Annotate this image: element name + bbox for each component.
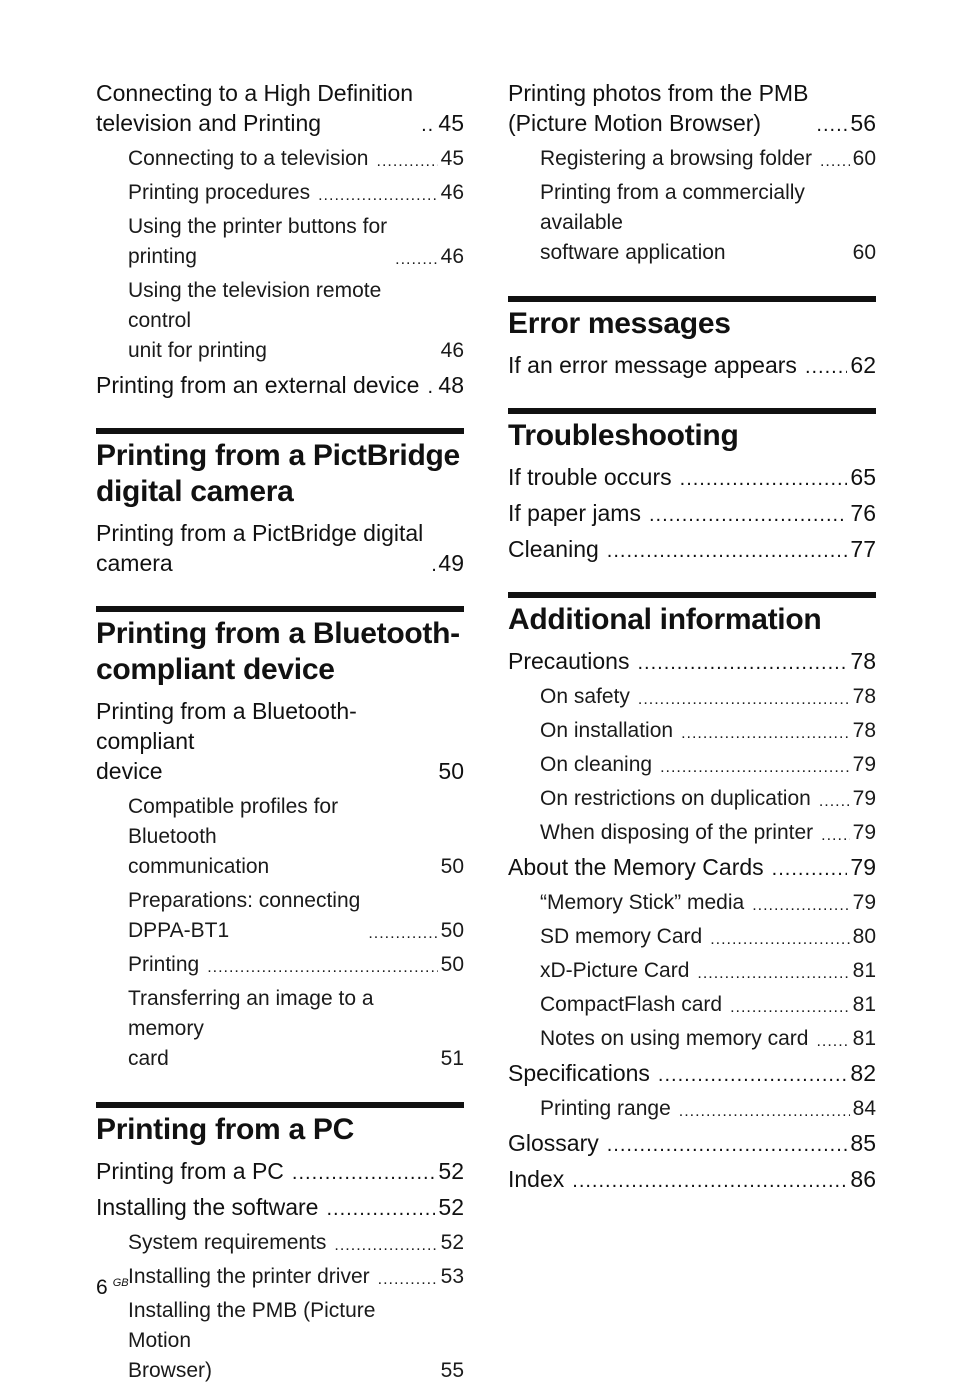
toc-page-number: 85: [850, 1130, 876, 1156]
toc-page-number: 79: [850, 854, 876, 880]
toc-subentry[interactable]: [128, 1296, 464, 1386]
toc-entry-title: Compatible profiles for Bluetooth communication: [128, 795, 339, 878]
dot-leader: [637, 650, 847, 676]
dot-leader: [378, 1268, 438, 1292]
dot-leader: [607, 1132, 848, 1158]
toc-subentry[interactable]: [540, 818, 876, 848]
toc-entry[interactable]: [508, 78, 876, 138]
toc-entry-title: xD-Picture Card: [540, 959, 690, 982]
dot-leader: [680, 466, 848, 492]
section-heading: Troubleshooting: [508, 408, 876, 454]
toc-entry-title: Precautions: [508, 648, 630, 674]
dot-leader: [660, 756, 850, 780]
toc-page-number: 78: [852, 685, 876, 708]
toc-page-number: 81: [852, 993, 876, 1016]
toc-entry-title: On safety: [540, 685, 630, 708]
toc-entry-title: On restrictions on duplication: [540, 787, 811, 810]
toc-page-number: 50: [440, 919, 464, 942]
toc-entry-title: Notes on using memory card: [540, 1027, 809, 1050]
toc-subentry[interactable]: [128, 178, 464, 208]
dot-leader: [427, 374, 435, 400]
section-heading: Printing from a PC: [96, 1102, 464, 1148]
dot-leader: [207, 956, 437, 980]
dot-leader: [819, 790, 850, 814]
toc-entry[interactable]: [96, 370, 464, 400]
toc-entry-title: Installing the printer driver: [128, 1265, 370, 1288]
toc-page-number: 52: [438, 1194, 464, 1220]
toc-subentry[interactable]: [128, 212, 464, 272]
toc-page-number: 80: [852, 925, 876, 948]
dot-leader: [638, 688, 850, 712]
toc-entry-title: CompactFlash card: [540, 993, 723, 1016]
dot-leader: [681, 722, 850, 746]
toc-subentry[interactable]: [540, 682, 876, 712]
dot-leader: [421, 112, 435, 138]
dot-leader: [649, 502, 847, 528]
toc-subentry[interactable]: [540, 990, 876, 1020]
toc-entry-title: Printing from a commercially available software application: [540, 181, 805, 264]
toc-subentry[interactable]: [540, 750, 876, 780]
toc-subentry[interactable]: [540, 716, 876, 746]
dot-leader: [821, 824, 849, 848]
toc-page-number: 56: [850, 110, 876, 136]
dot-leader: [697, 962, 849, 986]
toc-entry-title: About the Memory Cards: [508, 854, 764, 880]
toc-entry[interactable]: [508, 1128, 876, 1158]
toc-entry-title: Connecting to a television: [128, 147, 369, 170]
toc-page-number: 78: [850, 648, 876, 674]
toc-entry-title: System requirements: [128, 1231, 327, 1254]
toc-subentry[interactable]: [540, 1024, 876, 1054]
dot-leader: [816, 112, 847, 138]
toc-page-number: 46: [440, 245, 464, 268]
toc-entry-title: Preparations: connecting DPPA-BT1: [128, 889, 361, 942]
toc-section: [508, 592, 876, 1194]
toc-entry-title: Registering a browsing folder: [540, 147, 812, 170]
toc-entry-title: On cleaning: [540, 753, 653, 776]
dot-leader: [816, 1030, 849, 1054]
toc-entry[interactable]: [508, 852, 876, 882]
toc-entry[interactable]: [508, 462, 876, 492]
toc-subentry[interactable]: [128, 144, 464, 174]
dot-leader: [326, 1196, 435, 1222]
toc-subentry[interactable]: [128, 1228, 464, 1258]
dot-leader: [679, 1100, 850, 1124]
toc-entry-title: Printing from a PC: [96, 1158, 284, 1184]
dot-leader: [572, 1168, 847, 1194]
toc-page-number: 86: [850, 1166, 876, 1192]
section-heading: Printing from a PictBridge digital camera: [96, 428, 464, 510]
toc-entry-title: Glossary: [508, 1130, 599, 1156]
toc-page-number: 79: [852, 787, 876, 810]
section-heading: Printing from a Bluetooth- compliant device: [96, 606, 464, 688]
toc-entry-title: “Memory Stick” media: [540, 891, 745, 914]
toc-subentry[interactable]: [128, 950, 464, 980]
toc-page-number: 60: [852, 147, 876, 170]
toc-entry-title: If paper jams: [508, 500, 641, 526]
toc-subentry[interactable]: [128, 886, 464, 946]
toc-entry-title: Using the television remote control unit for printing: [128, 279, 382, 362]
dot-leader: [730, 996, 850, 1020]
toc-entry-title: On installation: [540, 719, 674, 742]
toc-subentry[interactable]: [128, 1262, 464, 1292]
toc-page-number: 82: [850, 1060, 876, 1086]
toc-page-number: 49: [438, 550, 464, 576]
toc-page-number: 50: [440, 953, 464, 976]
toc-entry[interactable]: [508, 350, 876, 380]
toc-page-number: 46: [440, 339, 464, 362]
toc-entry[interactable]: [508, 646, 876, 676]
toc-right-column: [508, 76, 876, 1200]
toc-subentry[interactable]: [540, 178, 876, 268]
toc-subentry[interactable]: [540, 144, 876, 174]
toc-page-number: 81: [852, 959, 876, 982]
toc-page-number: 50: [438, 758, 464, 784]
dot-leader: [607, 538, 848, 564]
toc-subentry[interactable]: [128, 792, 464, 882]
toc-page-number: 60: [852, 241, 876, 264]
toc-entry[interactable]: [508, 534, 876, 564]
toc-entry[interactable]: [96, 1192, 464, 1222]
toc-entry-title: Using the printer buttons for printing: [128, 215, 388, 268]
toc-page-number: 48: [438, 372, 464, 398]
dot-leader: [368, 922, 437, 946]
toc-page-number: 79: [852, 753, 876, 776]
toc-entry-title: Printing: [128, 953, 200, 976]
page-footer: [96, 1276, 129, 1300]
toc-entry-title: If an error message appears: [508, 352, 797, 378]
toc-page-number: 79: [852, 891, 876, 914]
toc-entry[interactable]: [96, 696, 464, 786]
toc-entry[interactable]: [508, 498, 876, 528]
toc-page-number: 81: [852, 1027, 876, 1050]
toc-page-number: 51: [440, 1047, 464, 1070]
toc-entry-title: Transferring an image to a memory card: [128, 987, 374, 1070]
toc-entry[interactable]: [508, 1058, 876, 1088]
dot-leader: [318, 184, 438, 208]
toc-entry-title: Printing photos from the PMB (Picture Motion Browser): [508, 80, 809, 136]
toc-entry-title: Installing the PMB (Picture Motion Browser): [128, 1299, 376, 1382]
toc-entry-title: SD memory Card: [540, 925, 703, 948]
toc-entry-title: Cleaning: [508, 536, 599, 562]
toc-page-number: 45: [440, 147, 464, 170]
dot-leader: [292, 1160, 436, 1186]
toc-page-number: 77: [850, 536, 876, 562]
toc-entry[interactable]: [96, 1156, 464, 1186]
toc-subentry[interactable]: [128, 984, 464, 1074]
dot-leader: [431, 552, 435, 578]
toc-section: [508, 296, 876, 380]
region-code: GB: [112, 1277, 129, 1289]
page-number: 6: [96, 1276, 108, 1299]
toc-subentry[interactable]: [540, 956, 876, 986]
toc-page-number: 65: [850, 464, 876, 490]
toc-subentry[interactable]: [540, 1094, 876, 1124]
toc-entry-title: Specifications: [508, 1060, 650, 1086]
toc-entry-title: Installing the software: [96, 1194, 319, 1220]
toc-left-column: [96, 76, 464, 1390]
toc-entry-title: Printing procedures: [128, 181, 311, 204]
toc-page-number: 79: [852, 821, 876, 844]
dot-leader: [805, 354, 847, 380]
section-heading: Additional information: [508, 592, 876, 638]
dot-leader: [772, 856, 848, 882]
toc-subentry[interactable]: [540, 922, 876, 952]
dot-leader: [377, 150, 438, 174]
toc-entry-title: Printing range: [540, 1097, 671, 1120]
toc-entry-title: Printing from an external device: [96, 372, 420, 398]
toc-entry[interactable]: [96, 518, 464, 578]
toc-page-number: 50: [440, 855, 464, 878]
toc-page-number: 55: [440, 1359, 464, 1382]
toc-page-number: 78: [852, 719, 876, 742]
dot-leader: [334, 1234, 437, 1258]
dot-leader: [658, 1062, 847, 1088]
toc-subentry[interactable]: [540, 784, 876, 814]
toc-page-number: 76: [850, 500, 876, 526]
toc-entry-title: Printing from a Bluetooth-compliant device: [96, 698, 357, 784]
toc-entry[interactable]: [96, 78, 464, 138]
toc-entry-title: If trouble occurs: [508, 464, 672, 490]
toc-page-number: 53: [440, 1265, 464, 1288]
toc-page-number: 84: [852, 1097, 876, 1120]
toc-section: [96, 606, 464, 1074]
toc-entry-title: Index: [508, 1166, 565, 1192]
toc-page-number: 45: [438, 110, 464, 136]
toc-page-number: 52: [440, 1231, 464, 1254]
dot-leader: [710, 928, 849, 952]
toc-section: [96, 428, 464, 578]
toc-entry-title: When disposing of the printer: [540, 821, 814, 844]
toc-entry-title: Printing from a PictBridge digital camera: [96, 520, 424, 576]
toc-page-number: 62: [850, 352, 876, 378]
toc-subentry[interactable]: [540, 888, 876, 918]
toc-page-number: 46: [440, 181, 464, 204]
toc-section: [96, 1102, 464, 1386]
section-heading: Error messages: [508, 296, 876, 342]
toc-entry-title: Connecting to a High Definition television and Printing: [96, 80, 414, 136]
dot-leader: [395, 248, 438, 272]
toc-section: [508, 408, 876, 564]
toc-page-number: 52: [438, 1158, 464, 1184]
dot-leader: [752, 894, 849, 918]
dot-leader: [820, 150, 850, 174]
toc-entry[interactable]: [508, 1164, 876, 1194]
toc-subentry[interactable]: [128, 276, 464, 366]
